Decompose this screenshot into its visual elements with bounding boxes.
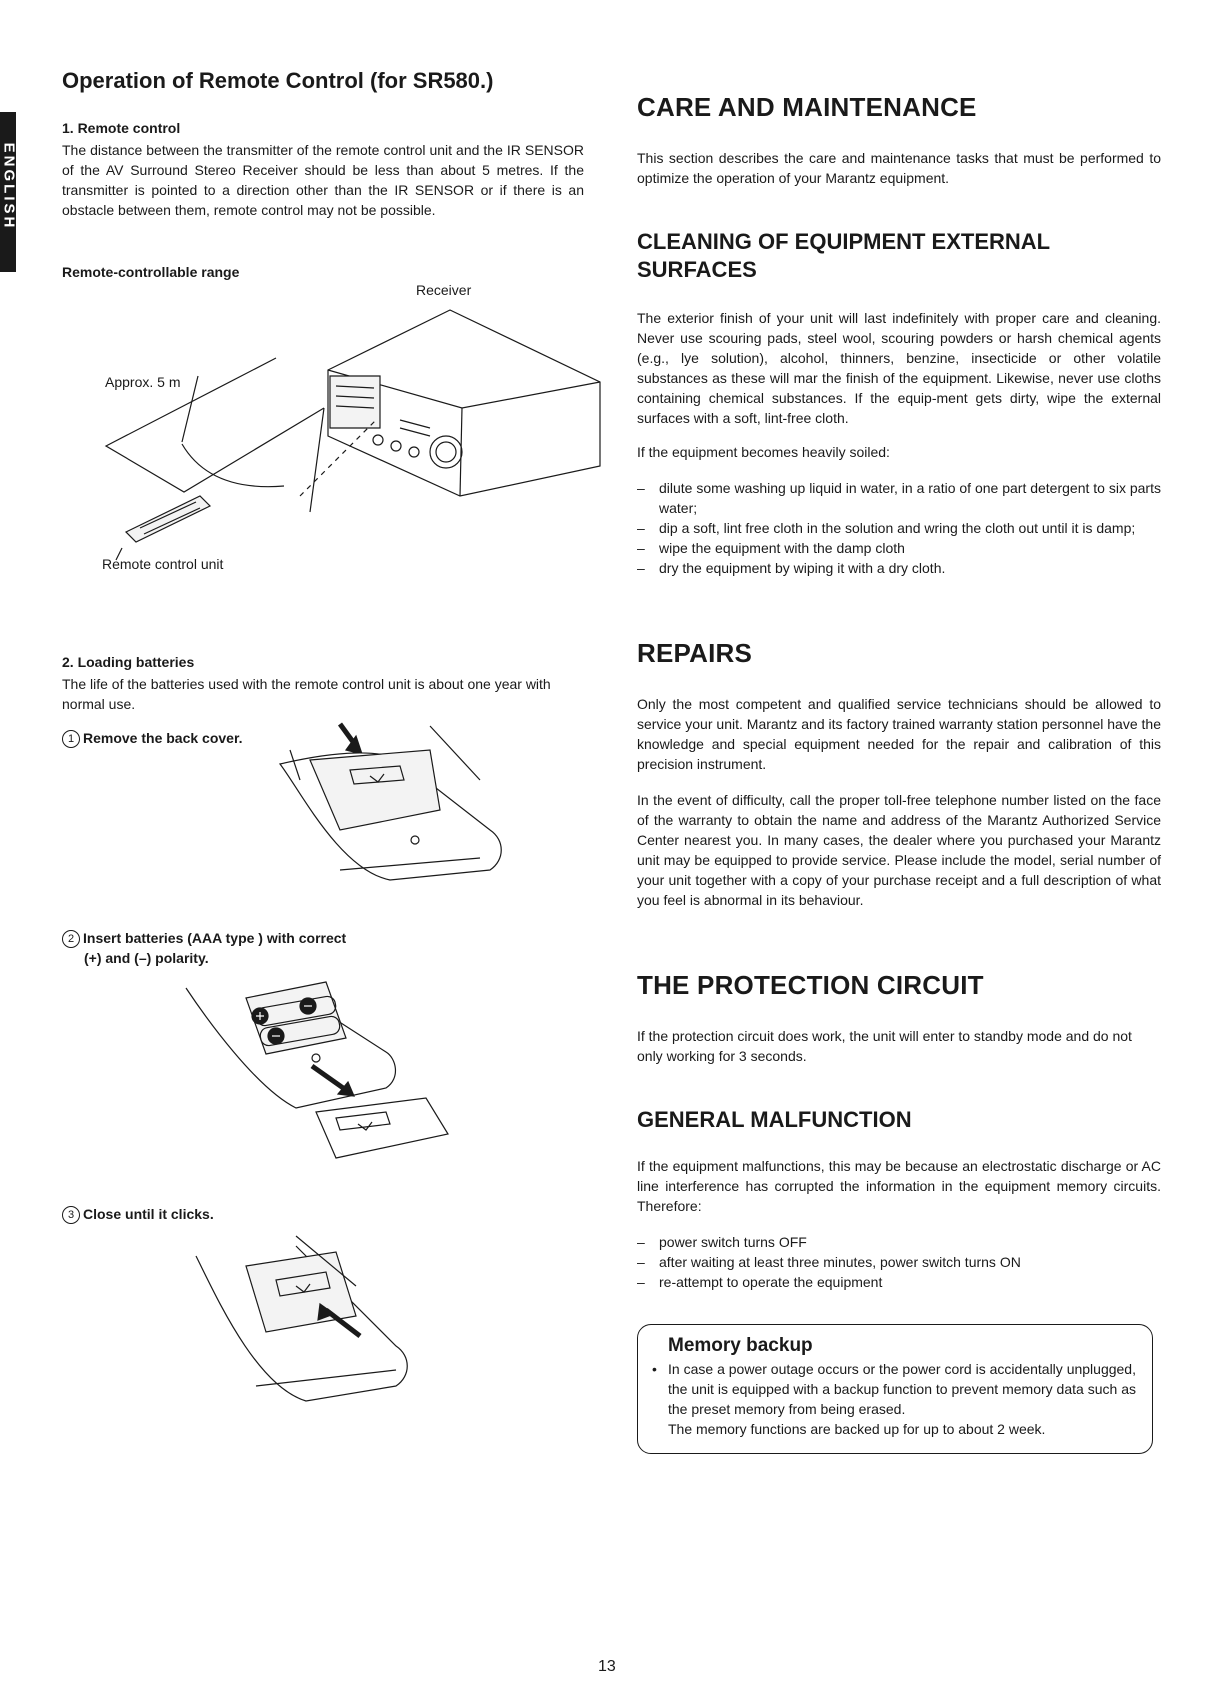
remote-control-text: The distance between the transmitter of the remote control unit and the IR SENSOR of the AV Surround Stereo Receiver should be less than about 5 metres. If the transmitter is pointed to a direction other than the IR SENSOR or if there is an obstacle between them, remote control may not be possible. (62, 142, 584, 218)
memory-backup-box (637, 1324, 1153, 1454)
remote-control-heading: 1. Remote control (62, 120, 181, 136)
figure-remote-label: Remote control unit (102, 556, 224, 572)
list-item: – re-attempt to operate the equipment (637, 1272, 1161, 1292)
step-1-number: 1 (62, 730, 80, 748)
malfunction-title: GENERAL MALFUNCTION (637, 1107, 912, 1132)
cleaning-title-line2: SURFACES (637, 257, 757, 282)
step-3-label: Close until it clicks. (83, 1206, 214, 1222)
close-cover-illustration (196, 1236, 426, 1411)
figure-approx-label: Approx. 5 m (105, 374, 181, 390)
loading-batteries-heading: 2. Loading batteries (62, 654, 195, 670)
bullet-icon: • (652, 1361, 657, 1377)
care-maintenance-title: CARE AND MAINTENANCE (637, 92, 977, 122)
list-item: – power switch turns OFF (637, 1232, 1161, 1252)
list-item: – dilute some washing up liquid in water, in a ratio of one part detergent to six parts water; (637, 478, 1161, 518)
language-tab-label: ENGLISH (0, 142, 18, 231)
care-maintenance-text: This section describes the care and maintenance tasks that must be performed to optimize the operation of your Marantz equipment. (637, 150, 1161, 186)
remote-control-title: Operation of Remote Control (for SR580.) (62, 68, 494, 93)
cleaning-title-line1: CLEANING OF EQUIPMENT EXTERNAL (637, 229, 1051, 254)
language-tab (0, 112, 16, 272)
step-2-line2: (+) and (–) polarity. (84, 950, 209, 966)
list-item: – wipe the equipment with the damp cloth (637, 538, 1161, 558)
step-1 (62, 730, 243, 748)
cleaning-soiled: If the equipment becomes heavily soiled: (637, 444, 890, 460)
step-1-label: Remove the back cover. (83, 730, 243, 746)
repairs-title: REPAIRS (637, 638, 753, 668)
protection-text: If the protection circuit does work, the unit will enter to standby mode and do not only working for 3 seconds. (637, 1028, 1132, 1064)
memory-backup-note: The memory functions are backed up for up to about 2 week. (668, 1421, 1046, 1437)
memory-backup-text (652, 1359, 1136, 1419)
page-number: 13 (598, 1658, 616, 1675)
cleaning-steps (637, 478, 1161, 578)
remove-cover-illustration (280, 720, 510, 890)
malfunction-steps (637, 1232, 1161, 1292)
memory-backup-title: Memory backup (668, 1335, 813, 1356)
list-item: – dry the equipment by wiping it with a dry cloth. (637, 558, 1161, 578)
list-item: – dip a soft, lint free cloth in the solution and wring the cloth out until it is damp; (637, 518, 1161, 538)
step-2-label-line1: Insert batteries (AAA type ) with correct (83, 930, 347, 946)
step-3-number: 3 (62, 1206, 80, 1224)
step-2 (62, 930, 346, 948)
step-2-number: 2 (62, 930, 80, 948)
remote-range-diagram (100, 296, 600, 556)
remote-range-heading: Remote-controllable range (62, 264, 240, 280)
malfunction-text: If the equipment malfunctions, this may be because an electrostatic discharge or AC line interference has corrupted the information in the equipment memory circuits. Therefore: (637, 1158, 1161, 1214)
memory-backup-body: In case a power outage occurs or the power cord is accidentally unplugged, the unit is equipped with a backup function to prevent memory data such as the preset memory from being erased. (668, 1361, 1136, 1417)
repairs-paragraph-1: Only the most competent and qualified service technicians should be allowed to service your unit. Marantz and its factory trained warranty station personnel have the knowledge and special equipment needed for the repair and calibration of this precision instrument. (637, 696, 1161, 772)
figure-receiver-label: Receiver (416, 282, 472, 298)
step-3 (62, 1206, 214, 1224)
list-item: – after waiting at least three minutes, power switch turns ON (637, 1252, 1161, 1272)
cleaning-text: The exterior finish of your unit will last indefinitely with proper care and cleaning. Never use scouring pads, steel wool, scouring powders or harsh chemical agents (e.g., lye solution), alcohol, thinners, benzine, insecticide or other volatile substances as these will mar the finish of the equipment. Likewise, never use cloths containing chemical substances. If the equip-ment gets dirty, wipe the external surfaces with a soft, lint-free cloth. (637, 310, 1161, 426)
protection-title: THE PROTECTION CIRCUIT (637, 970, 984, 1000)
insert-batteries-illustration (186, 978, 456, 1178)
repairs-paragraph-2: In the event of difficulty, call the proper toll-free telephone number listed on the face of the warranty to obtain the name and address of the Marantz Authorized Service Center nearest you. In many cases, the dealer where you purchased your Marantz unit may be equipped to provide service. Please include the model, serial number of your unit together with a copy of your purchase receipt and a full description of what you feel is abnormal in its behaviour. (637, 792, 1161, 908)
loading-batteries-text: The life of the batteries used with the remote control unit is about one year with normal use. (62, 676, 551, 712)
